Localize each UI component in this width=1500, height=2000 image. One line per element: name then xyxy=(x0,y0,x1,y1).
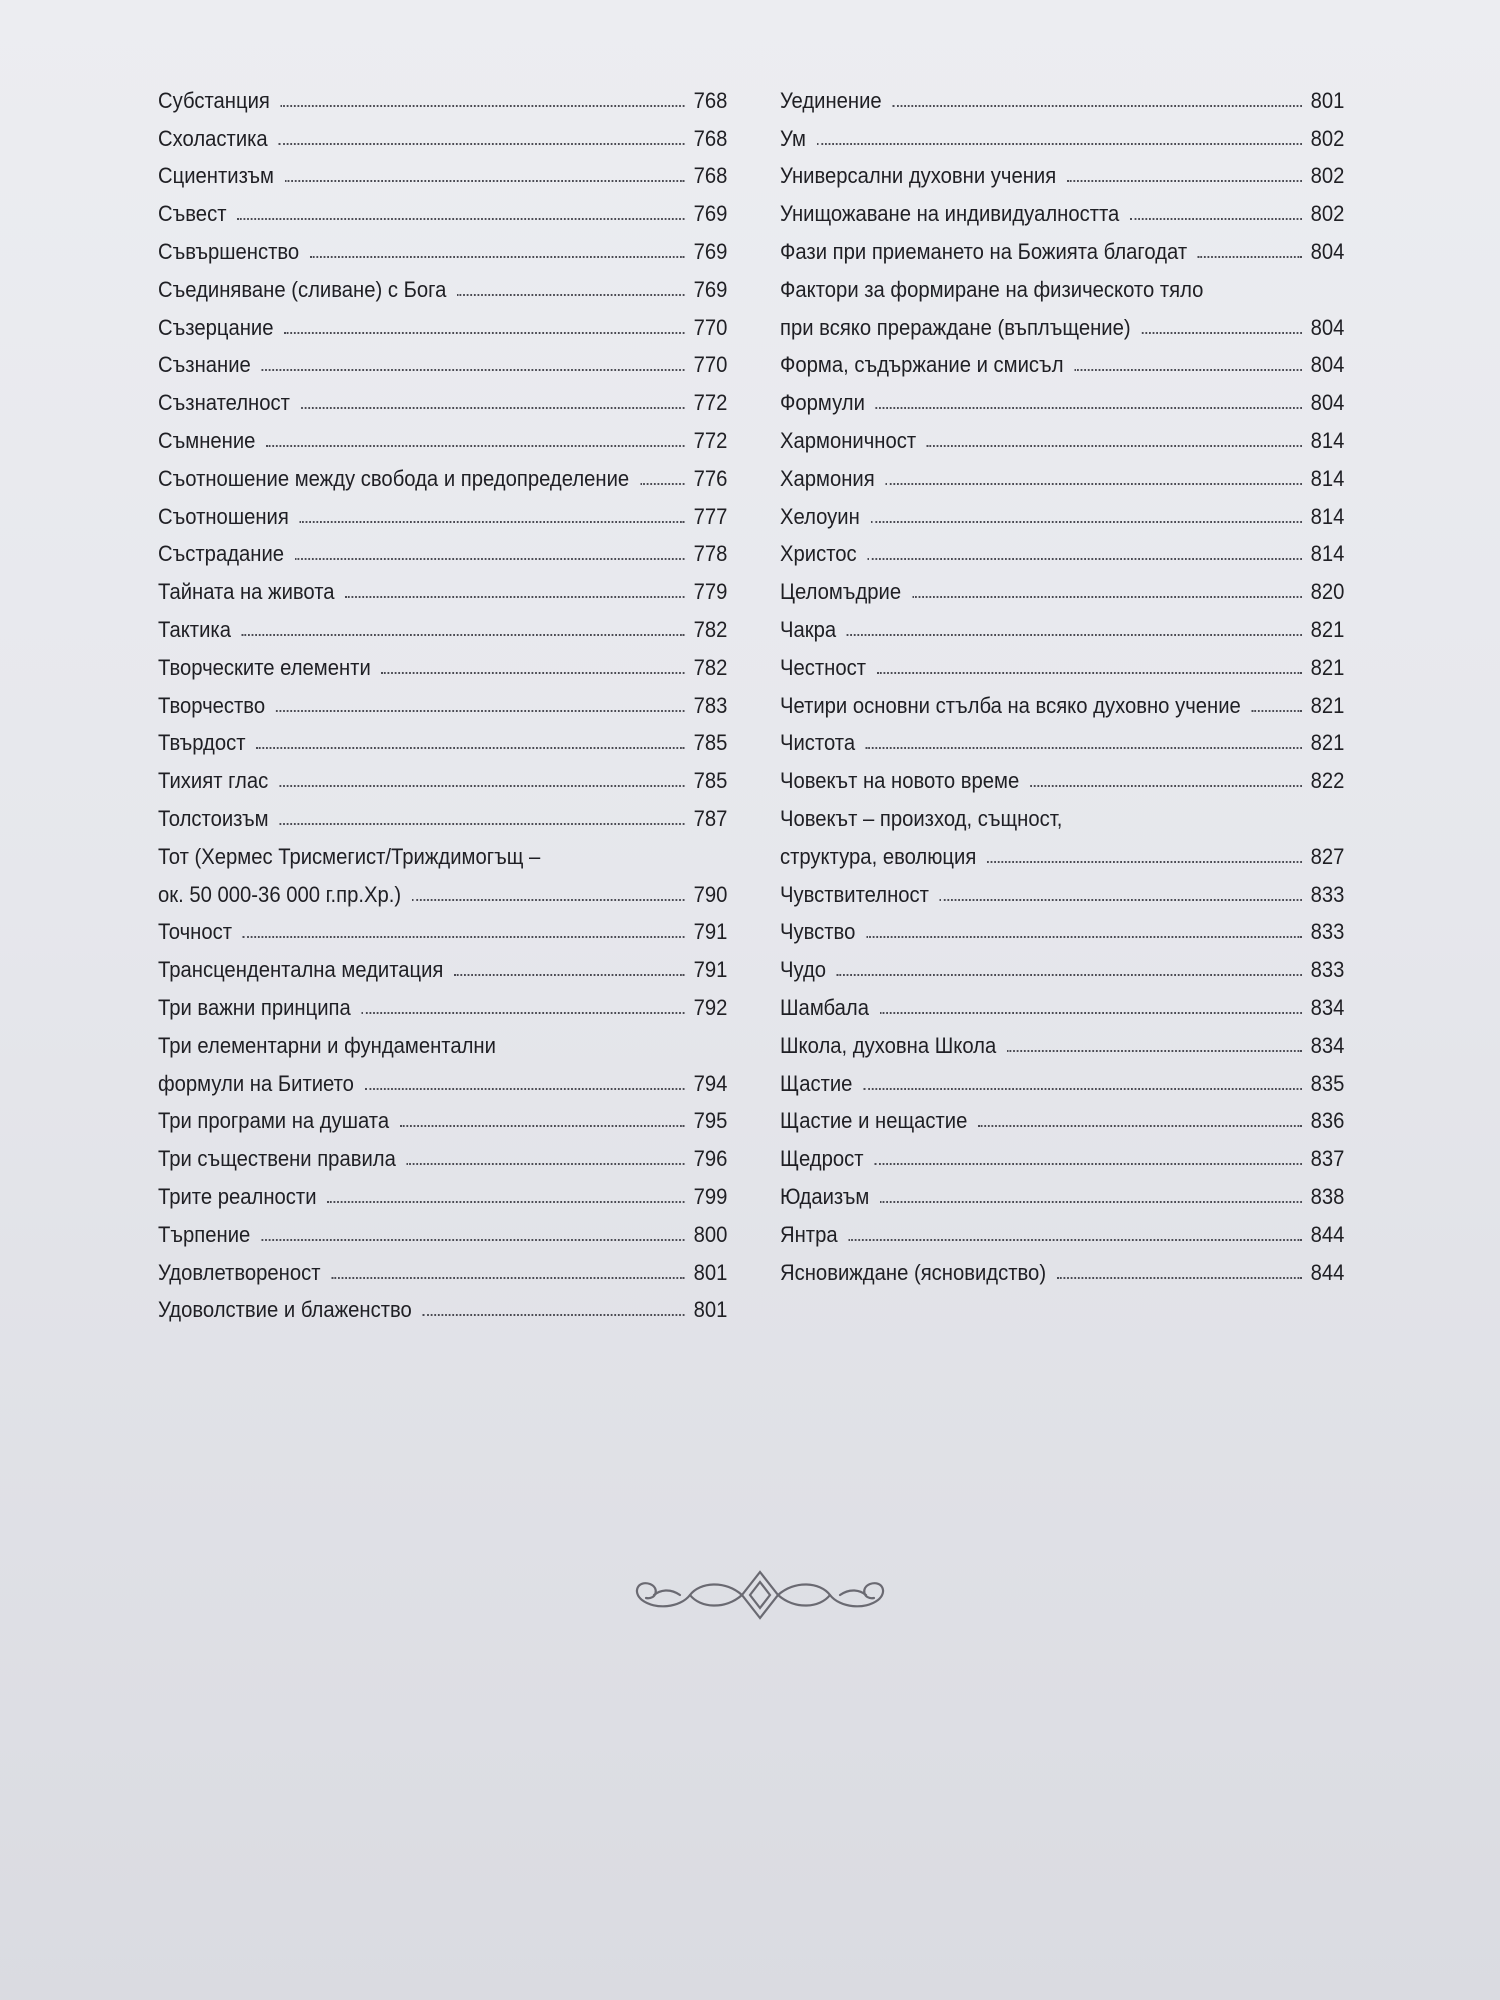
index-entry xyxy=(780,454,1344,492)
entry-page-number: 802 xyxy=(1310,125,1345,151)
entry-page-number: 768 xyxy=(693,163,728,189)
index-entry xyxy=(780,227,1344,265)
dot-leader xyxy=(640,482,685,485)
index-entry xyxy=(158,1059,727,1097)
entry-page-number: 821 xyxy=(1310,654,1345,680)
dot-leader xyxy=(327,1200,684,1203)
index-entry xyxy=(158,1286,727,1324)
entry-page-number: 790 xyxy=(693,881,728,907)
entry-title: Тактика xyxy=(158,616,231,642)
entry-title: Твърдост xyxy=(158,730,246,756)
entry-page-number: 777 xyxy=(693,503,728,529)
dot-leader xyxy=(912,595,1302,598)
entry-title: Търпение xyxy=(158,1221,251,1247)
dot-leader xyxy=(1067,179,1302,182)
index-entry xyxy=(780,76,1344,114)
dot-leader xyxy=(848,1238,1301,1241)
entry-title: Четири основни стълба на всяко духовно учение xyxy=(780,692,1241,718)
entry-page-number: 782 xyxy=(693,616,728,642)
entry-page-number: 783 xyxy=(693,692,728,718)
index-entry xyxy=(158,265,727,303)
entry-page-number: 822 xyxy=(1310,768,1345,794)
entry-title: Щастие и нещастие xyxy=(780,1108,968,1134)
index-entry xyxy=(780,1134,1344,1172)
dot-leader xyxy=(927,444,1302,447)
entry-title: Съвест xyxy=(158,201,227,227)
dot-leader xyxy=(262,368,685,371)
entry-page-number: 844 xyxy=(1310,1259,1345,1285)
dot-leader xyxy=(987,860,1302,863)
index-entry xyxy=(780,303,1344,341)
dot-leader xyxy=(276,709,685,712)
index-entry xyxy=(158,1210,727,1248)
entry-page-number: 770 xyxy=(693,314,728,340)
index-entry xyxy=(780,1172,1344,1210)
entry-page-number: 769 xyxy=(693,238,728,264)
entry-page-number: 801 xyxy=(693,1259,728,1285)
entry-page-number: 782 xyxy=(693,654,728,680)
entry-page-number: 804 xyxy=(1310,238,1345,264)
entry-title: Юдаизъм xyxy=(780,1183,870,1209)
index-entry xyxy=(158,1134,727,1172)
entry-page-number: 833 xyxy=(1310,881,1345,907)
entry-page-number: 827 xyxy=(1310,843,1345,869)
dot-leader xyxy=(871,520,1302,523)
entry-title: Фактори за формиране на физическото тяло xyxy=(780,276,1204,302)
entry-page-number: 802 xyxy=(1310,201,1345,227)
dot-leader xyxy=(310,255,685,258)
entry-title: Янтра xyxy=(780,1221,838,1247)
entry-title: Тот (Хермес Трисмегист/Триждимогъщ – xyxy=(158,843,541,869)
entry-page-number: 799 xyxy=(693,1183,728,1209)
dot-leader xyxy=(237,217,684,220)
entry-title: Ясновиждане (ясновидство) xyxy=(780,1259,1047,1285)
index-entry xyxy=(780,1210,1344,1248)
index-entry xyxy=(158,832,727,870)
entry-title: Удоволствие и блаженство xyxy=(158,1297,412,1323)
dot-leader xyxy=(365,1087,685,1090)
entry-title: Чудо xyxy=(780,957,827,983)
index-entry xyxy=(780,681,1344,719)
entry-title: Школа, духовна Школа xyxy=(780,1032,997,1058)
index-entry xyxy=(780,908,1344,946)
dot-leader xyxy=(1198,255,1302,258)
entry-page-number: 821 xyxy=(1310,730,1345,756)
entry-title: Човекът на новото време xyxy=(780,768,1020,794)
entry-title: Фази при приемането на Божията благодат xyxy=(780,238,1188,264)
dot-leader xyxy=(892,104,1301,107)
dot-leader xyxy=(300,520,685,523)
index-entry xyxy=(780,832,1344,870)
dot-leader xyxy=(1141,331,1301,334)
dot-leader xyxy=(1007,1049,1302,1052)
entry-page-number: 834 xyxy=(1310,994,1345,1020)
entry-title: Христос xyxy=(780,541,857,567)
dot-leader xyxy=(874,1162,1301,1165)
dot-leader xyxy=(1030,784,1302,787)
entry-page-number: 814 xyxy=(1310,541,1345,567)
entry-page-number: 776 xyxy=(693,465,728,491)
index-entry xyxy=(158,530,727,568)
entry-title: Чакра xyxy=(780,616,837,642)
index-entry xyxy=(158,1172,727,1210)
dot-leader xyxy=(382,671,685,674)
entry-title: Точност xyxy=(158,919,233,945)
entry-page-number: 844 xyxy=(1310,1221,1345,1247)
index-entry xyxy=(158,756,727,794)
index-entry xyxy=(158,454,727,492)
entry-page-number: 769 xyxy=(693,276,728,302)
index-entry xyxy=(158,303,727,341)
entry-page-number: 769 xyxy=(693,201,728,227)
dot-leader xyxy=(242,633,685,636)
entry-title: Трите реалности xyxy=(158,1183,317,1209)
flourish-divider-icon xyxy=(620,1560,900,1630)
entry-page-number: 804 xyxy=(1310,390,1345,416)
entry-title: Щедрост xyxy=(780,1146,864,1172)
dot-leader xyxy=(866,935,1301,938)
dot-leader xyxy=(863,1087,1301,1090)
dot-leader xyxy=(1074,368,1301,371)
entry-page-number: 768 xyxy=(693,125,728,151)
entry-page-number: 772 xyxy=(693,427,728,453)
dot-leader xyxy=(279,142,685,145)
dot-leader xyxy=(885,482,1301,485)
entry-page-number: 795 xyxy=(693,1108,728,1134)
dot-leader xyxy=(457,293,684,296)
index-entry xyxy=(780,1097,1344,1135)
dot-leader xyxy=(876,406,1302,409)
entry-page-number: 814 xyxy=(1310,465,1345,491)
index-entry xyxy=(780,1059,1344,1097)
entry-title: структура, еволюция xyxy=(780,843,977,869)
dot-leader xyxy=(423,1313,685,1316)
index-entry xyxy=(780,114,1344,152)
entry-title: Съзерцание xyxy=(158,314,274,340)
dot-leader xyxy=(940,898,1302,901)
index-entry xyxy=(158,567,727,605)
entry-title: Чистота xyxy=(780,730,856,756)
entry-page-number: 791 xyxy=(693,957,728,983)
entry-page-number: 838 xyxy=(1310,1183,1345,1209)
index-entry xyxy=(158,681,727,719)
entry-page-number: 802 xyxy=(1310,163,1345,189)
index-entry xyxy=(780,605,1344,643)
dot-leader xyxy=(817,142,1302,145)
entry-page-number: 794 xyxy=(693,1070,728,1096)
entry-title: Творчество xyxy=(158,692,266,718)
dot-leader xyxy=(256,746,684,749)
index-entry xyxy=(158,76,727,114)
index-entry xyxy=(158,1097,727,1135)
dot-leader xyxy=(867,557,1301,560)
entry-title: формули на Битието xyxy=(158,1070,354,1096)
entry-page-number: 836 xyxy=(1310,1108,1345,1134)
entry-title: Хармония xyxy=(780,465,875,491)
entry-title: Удовлетвореност xyxy=(158,1259,321,1285)
entry-title: Хармоничност xyxy=(780,427,917,453)
entry-page-number: 768 xyxy=(693,87,728,113)
index-entry xyxy=(780,1248,1344,1286)
index-entry xyxy=(158,416,727,454)
dot-leader xyxy=(1130,217,1302,220)
entry-title: Уединение xyxy=(780,87,882,113)
dot-leader xyxy=(400,1124,685,1127)
index-entry xyxy=(158,378,727,416)
entry-title: Три съществени правила xyxy=(158,1146,396,1172)
index-entry xyxy=(158,341,727,379)
entry-title: Универсални духовни учения xyxy=(780,163,1057,189)
entry-page-number: 778 xyxy=(693,541,728,567)
index-entry xyxy=(158,983,727,1021)
index-entry xyxy=(158,1248,727,1286)
index-entry xyxy=(780,189,1344,227)
index-entry xyxy=(158,908,727,946)
entry-page-number: 792 xyxy=(693,994,728,1020)
entry-title: Щастие xyxy=(780,1070,853,1096)
index-entry xyxy=(780,416,1344,454)
index-entry xyxy=(158,643,727,681)
index-entry xyxy=(780,492,1344,530)
entry-title: Творческите елементи xyxy=(158,654,371,680)
entry-page-number: 785 xyxy=(693,768,728,794)
entry-title: Съотношение между свобода и предопределение xyxy=(158,465,630,491)
entry-title: ок. 50 000-36 000 г.пр.Хр.) xyxy=(158,881,402,907)
entry-title: Тайната на живота xyxy=(158,579,335,605)
entry-page-number: 820 xyxy=(1310,579,1345,605)
entry-title: Трансцендентална медитация xyxy=(158,957,444,983)
index-entry xyxy=(780,341,1344,379)
index-entry xyxy=(158,1021,727,1059)
dot-leader xyxy=(1057,1276,1302,1279)
entry-page-number: 835 xyxy=(1310,1070,1345,1096)
entry-title: Съединяване (сливане) с Бога xyxy=(158,276,447,302)
entry-title: Ум xyxy=(780,125,806,151)
dot-leader xyxy=(866,746,1302,749)
entry-title: при всяко прераждане (въплъщение) xyxy=(780,314,1131,340)
entry-page-number: 787 xyxy=(693,805,728,831)
index-entry xyxy=(780,265,1344,303)
entry-page-number: 804 xyxy=(1310,352,1345,378)
index-entry xyxy=(780,719,1344,757)
entry-title: Толстоизъм xyxy=(158,805,269,831)
dot-leader xyxy=(279,822,684,825)
dot-leader xyxy=(880,1011,1302,1014)
index-entry xyxy=(780,870,1344,908)
entry-title: Чувствителност xyxy=(780,881,929,907)
index-entry xyxy=(158,945,727,983)
entry-title: Съзнание xyxy=(158,352,251,378)
dot-leader xyxy=(877,671,1302,674)
index-entry xyxy=(780,794,1344,832)
entry-title: Съвършенство xyxy=(158,238,300,264)
entry-page-number: 833 xyxy=(1310,919,1345,945)
dot-leader xyxy=(284,331,684,334)
dot-leader xyxy=(345,595,684,598)
entry-title: Три важни принципа xyxy=(158,994,351,1020)
entry-page-number: 834 xyxy=(1310,1032,1345,1058)
entry-title: Човекът – произход, същност, xyxy=(780,805,1063,831)
dot-leader xyxy=(847,633,1302,636)
dot-leader xyxy=(412,898,685,901)
dot-leader xyxy=(1252,709,1302,712)
entry-page-number: 804 xyxy=(1310,314,1345,340)
dot-leader xyxy=(295,557,685,560)
entry-page-number: 770 xyxy=(693,352,728,378)
index-entry xyxy=(780,530,1344,568)
entry-page-number: 821 xyxy=(1310,616,1345,642)
entry-title: Шамбала xyxy=(780,994,870,1020)
entry-title: Тихият глас xyxy=(158,768,269,794)
index-entry xyxy=(158,492,727,530)
index-entry xyxy=(780,945,1344,983)
entry-page-number: 772 xyxy=(693,390,728,416)
index-entry xyxy=(780,756,1344,794)
entry-title: Хелоуин xyxy=(780,503,860,529)
index-entry xyxy=(158,114,727,152)
dot-leader xyxy=(407,1162,685,1165)
dot-leader xyxy=(837,973,1302,976)
entry-title: Състрадание xyxy=(158,541,285,567)
dot-leader xyxy=(285,179,685,182)
index-entry xyxy=(780,983,1344,1021)
entry-title: Унищожаване на индивидуалността xyxy=(780,201,1120,227)
entry-page-number: 791 xyxy=(693,919,728,945)
entry-page-number: 814 xyxy=(1310,503,1345,529)
entry-title: Съмнение xyxy=(158,427,256,453)
entry-title: Три елементарни и фундаментални xyxy=(158,1032,496,1058)
entry-title: Целомъдрие xyxy=(780,579,902,605)
entry-title: Форма, съдържание и смисъл xyxy=(780,352,1064,378)
entry-page-number: 801 xyxy=(1310,87,1345,113)
entry-title: Формули xyxy=(780,390,865,416)
index-entry xyxy=(158,605,727,643)
dot-leader xyxy=(362,1011,685,1014)
dot-leader xyxy=(454,973,684,976)
entry-title: Чувство xyxy=(780,919,856,945)
entry-page-number: 779 xyxy=(693,579,728,605)
entry-page-number: 796 xyxy=(693,1146,728,1172)
dot-leader xyxy=(880,1200,1301,1203)
index-column-left xyxy=(158,76,728,1323)
entry-title: Три програми на душата xyxy=(158,1108,390,1134)
entry-title: Съотношения xyxy=(158,503,289,529)
entry-title: Честност xyxy=(780,654,867,680)
entry-page-number: 833 xyxy=(1310,957,1345,983)
index-entry xyxy=(158,189,727,227)
index-entry xyxy=(780,378,1344,416)
entry-title: Схоластика xyxy=(158,125,268,151)
dot-leader xyxy=(281,104,685,107)
dot-leader xyxy=(243,935,685,938)
index-entry xyxy=(158,870,727,908)
entry-title: Субстанция xyxy=(158,87,270,113)
dot-leader xyxy=(301,406,685,409)
entry-title: Съзнателност xyxy=(158,390,290,416)
dot-leader xyxy=(331,1276,684,1279)
entry-page-number: 800 xyxy=(693,1221,728,1247)
entry-page-number: 785 xyxy=(693,730,728,756)
dot-leader xyxy=(266,444,684,447)
index-entry xyxy=(158,794,727,832)
index-entry xyxy=(158,719,727,757)
dot-leader xyxy=(261,1238,685,1241)
index-entry xyxy=(780,643,1344,681)
index-entry xyxy=(780,152,1344,190)
entry-page-number: 801 xyxy=(693,1297,728,1323)
index-entry xyxy=(158,227,727,265)
entry-title: Сциентизъм xyxy=(158,163,274,189)
index-entry xyxy=(780,1021,1344,1059)
entry-page-number: 814 xyxy=(1310,427,1345,453)
entry-page-number: 821 xyxy=(1310,692,1345,718)
index-entry xyxy=(158,152,727,190)
dot-leader xyxy=(279,784,685,787)
index-column-right xyxy=(780,76,1345,1286)
dot-leader xyxy=(978,1124,1301,1127)
entry-page-number: 837 xyxy=(1310,1146,1345,1172)
index-entry xyxy=(780,567,1344,605)
